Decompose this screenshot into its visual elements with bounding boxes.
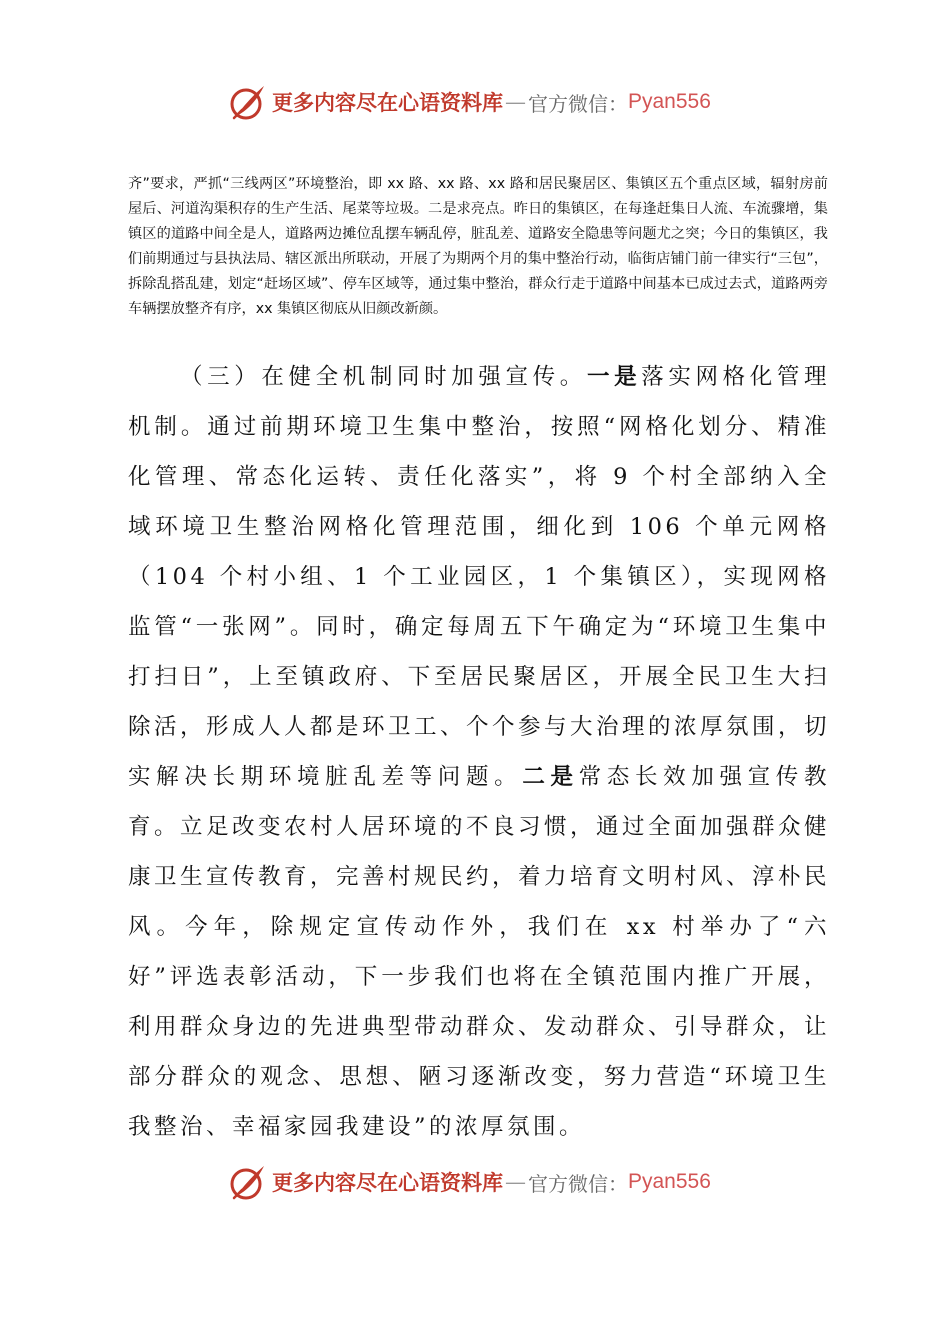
footer-banner [228, 1160, 711, 1204]
point-two-label: 二是 [522, 764, 579, 790]
intro-paragraph: 齐”要求，严抓“三线两区”环境整治，即 xx 路、xx 路、xx 路和居民聚居区、集镇区五个重点区域，辐射房前屋后、河道沟渠积存的生产生活、尾菜等垃圾。二是求亮点。昨日的集镇区，在每逢赶集日人流、车流骤增，集镇区的道路中间全是人，道路两边摊位乱摆车辆乱停，脏乱差、道路安全隐患等问题尤之突；今日的集镇区，我们前期通过与县执法局、辖区派出所联动，开展了为期两个月的集中整治行动，临街店铺门前一律实行“三包”，拆除乱搭乱建，划定“赶场区域”、停车区域等，通过集中整治，群众行走于道路中间基本已成过去式，道路两旁车辆摆放整齐有序，xx 集镇区彻底从旧颜改新颜。 [128, 176, 828, 317]
banner-title: 更多内容尽在心语资料库 [272, 90, 503, 115]
banner-separator: — [505, 90, 526, 114]
quill-logo-icon [228, 1162, 268, 1202]
section-paragraph [128, 352, 830, 1152]
banner-wechat-id: Pyan556 [628, 90, 711, 113]
point-one-text: 落实网格化管理机制。通过前期环境卫生集中整治，按照“网格化划分、精准化管理、常态化运转、责任化落实”，将 9 个村全部纳入全域环境卫生整治网格化管理范围，细化到 106 个单元网格（104 个村小组、1 个工业园区，1 个集镇区），实现网格监管“一张网”。同时，确定每周五下午确定为“环境卫生集中打扫日”，上至镇政府、下至居民聚居区，开展全民卫生大扫除活，形成人人都是环卫工、个个参与大治理的浓厚氛围，切实解决长期环境脏乱差等问题。 [128, 364, 831, 790]
header-banner [228, 80, 711, 124]
banner-contact-label: 官方微信： [528, 91, 628, 116]
point-two-text: 常态长效加强宣传教育。立足改变农村人居环境的不良习惯，通过全面加强群众健康卫生宣传教育，完善村规民约，着力培育文明村风、淳朴民风。今年，除规定宣传动作外，我们在 xx 村举办了“六好”评选表彰活动，下一步我们也将在全镇范围内推广开展，利用群众身边的先进典型带动群众、发动群众、引导群众，让部分群众的观念、思想、陋习逐渐改变，努力营造“环境卫生我整治、幸福家园我建设”的浓厚氛围。 [128, 764, 831, 1140]
banner-separator: — [505, 1170, 526, 1194]
section-heading: （三）在健全机制同时加强宣传。 [180, 364, 587, 390]
banner-title: 更多内容尽在心语资料库 [272, 1170, 503, 1195]
quill-logo-icon [228, 82, 268, 122]
banner-contact-label: 官方微信： [528, 1171, 628, 1196]
banner-wechat-id: Pyan556 [628, 1170, 711, 1193]
point-one-label: 一是 [586, 364, 642, 390]
